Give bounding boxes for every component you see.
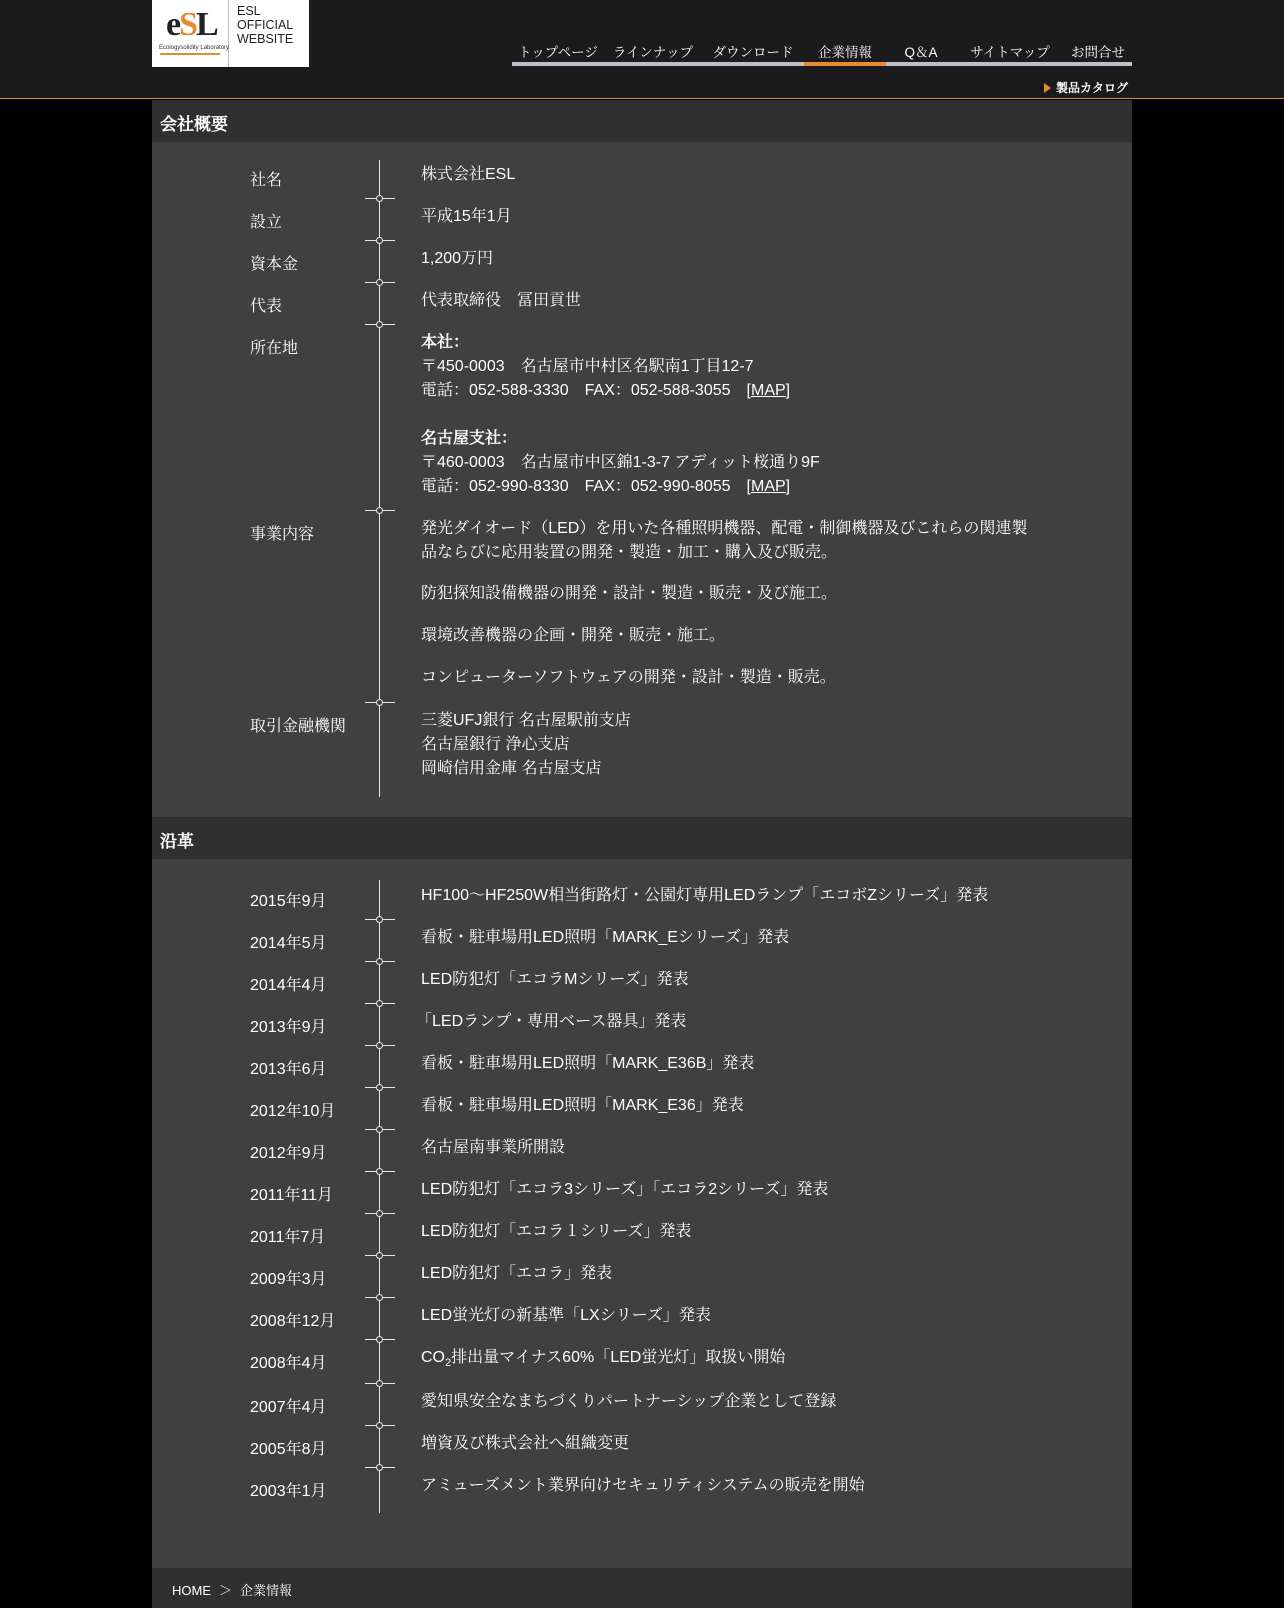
value-business: 発光ダイオード（LED）を用いた各種照明機器、配電・制御機器及びこれらの関連製 品ならびに応用装置の開発・製造・加工・購入及び販売。 防犯探知設備機器の開発・設計・製造・販売・及び施工。 環境改善機器の企画・開発・販売・施工。 コンピューターソフトウェアの開発・設計・製造・販売。	[421, 520, 1028, 686]
label-representative: 代表	[250, 298, 283, 315]
main-content	[152, 100, 1132, 1608]
history-text: アミューズメント業界向けセキュリティシステムの販売を開始	[421, 1477, 865, 1494]
nav-item-sitemap[interactable]: サイトマップ	[970, 45, 1050, 60]
history-text: LED防犯灯「エコラMシリーズ」発表	[421, 971, 689, 988]
label-banks: 取引金融機関	[250, 718, 347, 735]
nav-item-company[interactable]: 企業情報	[804, 36, 886, 66]
history-date: 2015年9月	[250, 893, 327, 910]
hq-title: 本社：	[421, 334, 470, 351]
branch-phone: 電話：052-990-8330 FAX：052-990-8055	[421, 478, 747, 495]
history-text: 看板・駐車場用LED照明「MARK_E36」発表	[421, 1097, 744, 1114]
history-text: LED防犯灯「エコラ」発表	[421, 1265, 613, 1282]
logo[interactable]	[152, 0, 309, 67]
section-heading-company: 会社概要	[152, 100, 1132, 142]
breadcrumb-current: 企業情報	[240, 1583, 293, 1598]
value-representative: 代表取締役 冨田貢世	[421, 292, 582, 309]
history-text: 増資及び株式会社へ組織変更	[421, 1435, 630, 1452]
breadcrumb	[152, 1568, 1132, 1608]
history-text: $CO_2$排出量マイナス60%「LED蛍光灯」取扱い開始	[421, 1349, 786, 1370]
history-date: 2007年4月	[250, 1399, 327, 1416]
site-header	[0, 0, 1284, 99]
history-date: 2014年5月	[250, 935, 327, 952]
history-text: HF100～HF250W相当街路灯・公園灯専用LEDランプ「エコボZシリーズ」発表	[421, 887, 989, 904]
value-address: 本社： 〒450-0003 名古屋市中村区名駅南1丁目12-7 電話：052-588-3330 FAX：052-588-3055 [MAP] 名古屋支社： 〒460-0003 名古屋市中区錦1-3-7 アディット桜通り9F 電話：052-990-8330 FAX：052-990-8055 [MAP]	[421, 334, 820, 495]
history-date: 2013年6月	[250, 1061, 327, 1078]
history-date: 2005年8月	[250, 1441, 327, 1458]
history-text: 看板・駐車場用LED照明「MARK_E36B」発表	[421, 1055, 755, 1072]
history-text: 看板・駐車場用LED照明「MARK_Eシリーズ」発表	[421, 929, 790, 946]
hq-map-link[interactable]: MAP	[750, 382, 786, 399]
history-date: 2014年4月	[250, 977, 327, 994]
value-banks: 三菱UFJ銀行 名古屋駅前支店 名古屋銀行 浄心支店 岡崎信用金庫 名古屋支店	[421, 712, 631, 777]
history-date: 2008年4月	[250, 1355, 327, 1372]
catalog-link[interactable]: 製品カタログ	[1044, 79, 1128, 96]
label-capital: 資本金	[250, 256, 299, 273]
nav-item-lineup[interactable]: ラインナップ	[612, 45, 694, 60]
history-text: LED防犯灯「エコラ１シリーズ」発表	[421, 1223, 692, 1240]
history-date: 2011年7月	[250, 1229, 326, 1246]
branch-address: 〒460-0003 名古屋市中区錦1-3-7 アディット桜通り9F	[421, 454, 820, 471]
nav-item-download[interactable]: ダウンロード	[712, 45, 794, 60]
label-founded: 設立	[250, 214, 283, 231]
logo-mark: eSL Ecologysolidity Laboratory	[152, 0, 229, 67]
branch-map-link[interactable]: MAP	[750, 478, 786, 495]
history-text: 名古屋南事業所開設	[421, 1139, 566, 1156]
history-text: LED蛍光灯の新基準「LXシリーズ」発表	[421, 1307, 711, 1324]
history-date: 2013年9月	[250, 1019, 327, 1036]
breadcrumb-home[interactable]: HOME	[172, 1583, 211, 1598]
value-company-name: 株式会社ESL	[421, 166, 516, 183]
hq-phone: 電話：052-588-3330 FAX：052-588-3055	[421, 382, 747, 399]
arrow-right-icon	[1044, 83, 1051, 93]
history-date: 2012年9月	[250, 1145, 327, 1162]
value-capital: 1,200万円	[421, 250, 494, 267]
history-text: 「LEDランプ・専用ベース器具」発表	[416, 1013, 687, 1030]
branch-title: 名古屋支社：	[421, 430, 518, 447]
main-nav	[512, 36, 1132, 66]
logo-text: ESL OFFICIAL WEBSITE	[237, 4, 294, 46]
section-heading-history: 沿革	[152, 817, 1132, 859]
nav-item-contact[interactable]: お問合せ	[1071, 45, 1125, 60]
label-address: 所在地	[250, 340, 299, 357]
history-date: 2011年11月	[250, 1187, 334, 1204]
history-date: 2003年1月	[250, 1483, 327, 1500]
breadcrumb-separator: ＞	[219, 1583, 233, 1598]
label-business: 事業内容	[250, 526, 315, 543]
history-date: 2012年10月	[250, 1103, 336, 1120]
hq-address: 〒450-0003 名古屋市中村区名駅南1丁目12-7	[421, 358, 754, 375]
history-timeline-line	[379, 880, 380, 1513]
nav-item-qa[interactable]: Q＆A	[904, 45, 938, 60]
history-date: 2009年3月	[250, 1271, 327, 1288]
nav-item-top[interactable]: トップページ	[518, 45, 598, 60]
value-founded: 平成15年1月	[421, 208, 512, 225]
label-company-name: 社名	[250, 172, 283, 189]
history-text: 愛知県安全なまちづくりパートナーシップ企業として登録	[421, 1393, 837, 1410]
history-date: 2008年12月	[250, 1313, 336, 1330]
history-text: LED防犯灯「エコラ3シリーズ」「エコラ2シリーズ」発表	[421, 1181, 829, 1198]
